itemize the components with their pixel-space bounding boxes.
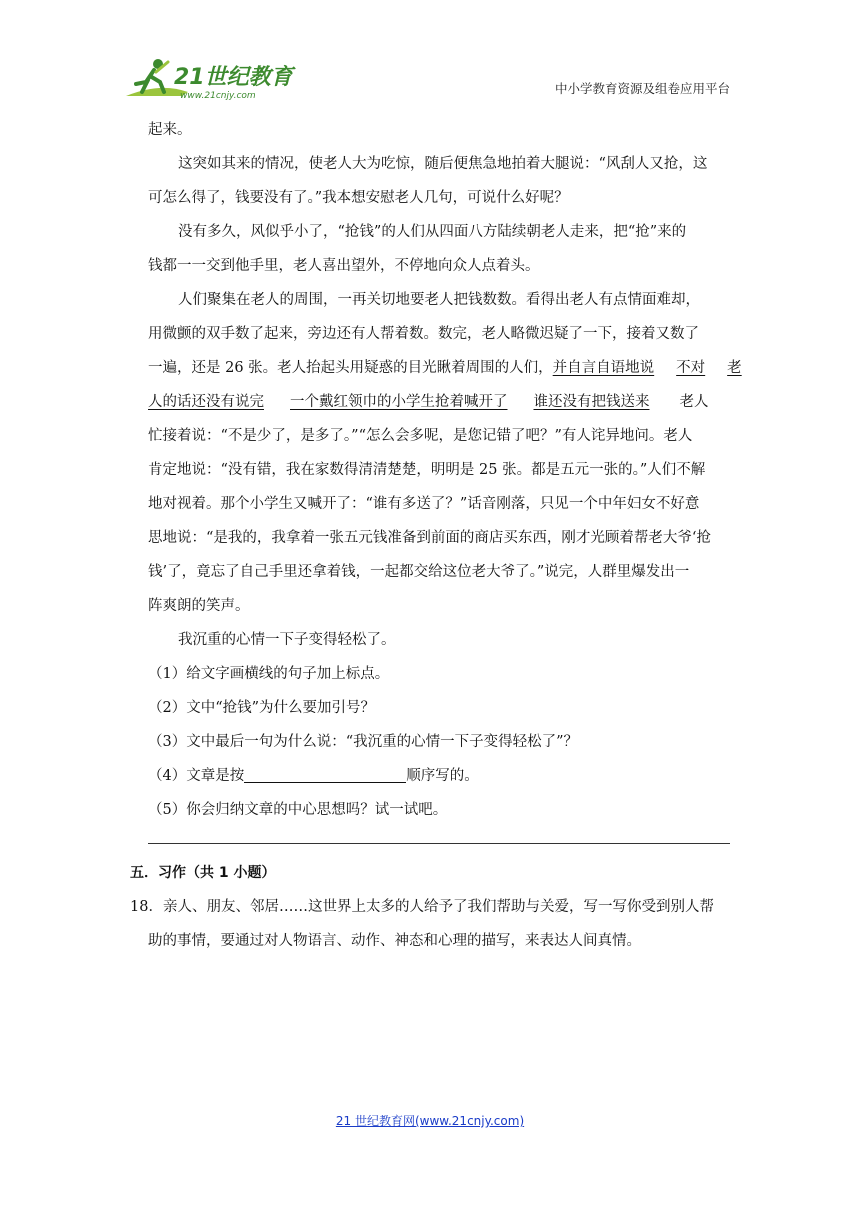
passage-line: 我沉重的心情一下子变得轻松了。 xyxy=(178,632,396,648)
site-logo xyxy=(120,52,300,104)
underlined-sentence xyxy=(553,360,742,376)
question-18 xyxy=(130,890,730,958)
footer-link[interactable]: 21 世纪教育网(www.21cnjy.com) xyxy=(335,1114,525,1128)
question-text: 顺序写的。 xyxy=(406,768,479,784)
logo-wordmark: 21世纪教育 xyxy=(174,65,293,90)
passage-line: 地对视着。那个小学生又喊开了：“谁有多送了？”话音刚落，只见一个中年妇女不好意 xyxy=(148,496,700,512)
passage-line: 肯定地说：“没有错，我在家数得清清楚楚，明明是 25 张。都是五元一张的。”人们不解 xyxy=(148,462,706,478)
question-4 xyxy=(148,759,730,793)
passage-line: 阵爽朗的笑声。 xyxy=(148,598,250,614)
question-18-line: 18．亲人、朋友、邻居……这世界上太多的人给予了我们帮助与关爱，写一写你受到别人帮 xyxy=(130,899,714,915)
underlined-text: 人的话还没有说完 xyxy=(148,394,264,410)
passage-line: 人们聚集在老人的周围，一再关切地要老人把钱数数。看得出老人有点情面难却， xyxy=(178,292,700,308)
question-1: （1）给文字画横线的句子加上标点。 xyxy=(148,666,390,682)
answer-blank[interactable] xyxy=(244,764,406,783)
passage-line: 思地说：“是我的，我拿着一张五元钱准备到前面的商店买东西，刚才光顾着帮老大爷‘抢 xyxy=(148,530,712,546)
question-18-line: 助的事情，要通过对人物语言、动作、神态和心理的描写，来表达人间真情。 xyxy=(148,933,641,949)
passage-line: 用微颤的双手数了起来，旁边还有人帮着数。数完，老人略微迟疑了一下，接着又数了 xyxy=(148,326,699,342)
question-3: （3）文中最后一句为什么说：“我沉重的心情一下子变得轻松了”？ xyxy=(148,734,579,750)
passage-text: 一遍，还是 26 张。老人抬起头用疑惑的目光瞅着周围的人们， xyxy=(148,360,553,376)
passage-text: 老人 xyxy=(679,394,709,410)
passage-line xyxy=(148,351,742,385)
question-5: （5）你会归纳文章的中心思想吗？试一试吧。 xyxy=(148,802,448,818)
passage-line xyxy=(148,385,730,419)
question-2: （2）文中“抢钱”为什么要加引号？ xyxy=(148,700,376,716)
logo-url: www.21cnjy.com xyxy=(180,91,256,101)
passage-line: 起来。 xyxy=(148,122,192,138)
underlined-text: 谁还没有把钱送来 xyxy=(533,394,650,410)
section-title: 五．习作（共 1 小题） xyxy=(130,865,276,881)
passage-line: 可怎么得了，钱要没有了。”我本想安慰老人几句，可说什么好呢？ xyxy=(148,190,569,206)
passage-line: 这突如其来的情况，使老人大为吃惊，随后便焦急地拍着大腿说：“风刮人又抢，这 xyxy=(178,156,708,172)
underlined-text: 老 xyxy=(727,360,742,376)
passage-line: 钱都一一交到他手里，老人喜出望外，不停地向众人点着头。 xyxy=(148,258,540,274)
passage-line: 忙接着说：“不是少了，是多了。”“怎么会多呢，是您记错了吧？”有人诧异地问。老人 xyxy=(148,428,693,444)
underlined-text: 一个戴红领巾的小学生抢着喊开了 xyxy=(290,394,508,410)
underlined-text: 不对 xyxy=(676,360,706,376)
platform-label: 中小学教育资源及组卷应用平台 xyxy=(554,81,730,96)
underlined-sentence xyxy=(148,394,680,410)
passage-line: 没有多久，风似乎小了，“抢钱”的人们从四面八方陆续朝老人走来，把“抢”来的 xyxy=(178,224,687,240)
passage xyxy=(148,113,742,827)
passage-line: 钱’了，竟忘了自己手里还拿着钱，一起都交给这位老大爷了。”说完，人群里爆发出一 xyxy=(148,564,690,580)
underlined-text: 并自言自语地说 xyxy=(552,360,655,376)
question-text: （4）文章是按 xyxy=(148,768,245,784)
section-divider xyxy=(148,843,730,844)
